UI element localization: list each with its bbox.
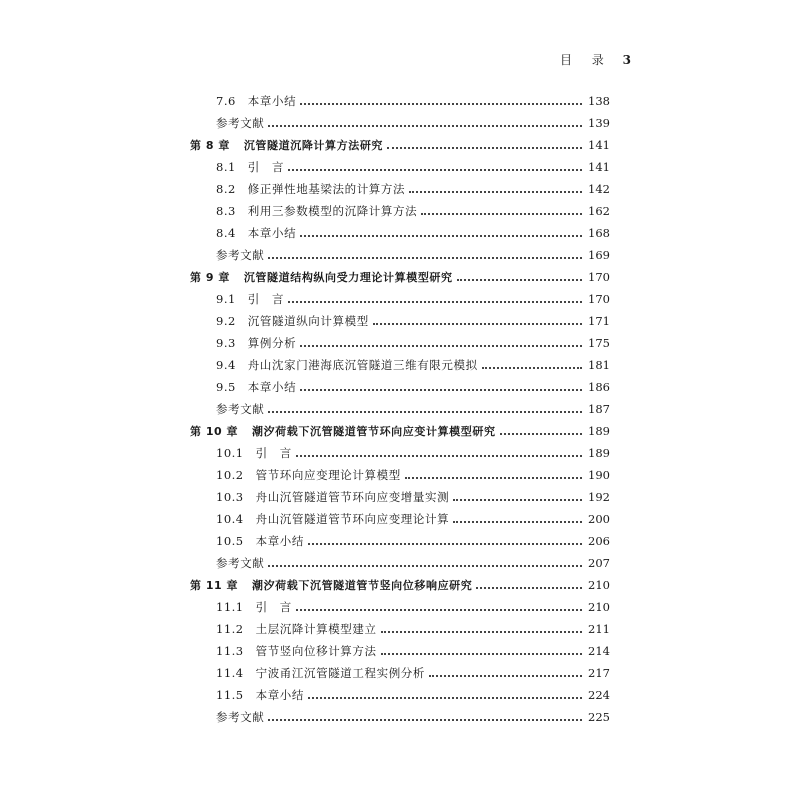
toc-entry-number: 7.6: [216, 94, 236, 108]
toc-entry-number: 9.3: [216, 336, 236, 350]
toc-chapter-entry[interactable]: [190, 266, 610, 288]
toc-entry-page: 142: [588, 182, 610, 196]
toc-entry-title: 舟山沉管隧道管节环向应变增量实测: [255, 490, 450, 504]
dot-leader: [268, 718, 582, 721]
dot-leader: [409, 190, 582, 193]
toc-entry-title: 参考文献: [216, 402, 265, 416]
toc-section-entry[interactable]: [190, 244, 610, 266]
dot-leader: [300, 388, 582, 391]
toc-entry-title: 沉管隧道结构纵向受力理论计算模型研究: [243, 271, 453, 284]
toc-entry-page: 175: [588, 336, 610, 350]
toc-section-entry[interactable]: [190, 200, 610, 222]
toc-section-entry[interactable]: [190, 662, 610, 684]
dot-leader: [296, 454, 582, 457]
toc-chapter-entry[interactable]: [190, 134, 610, 156]
toc-entry-title: 本章小结: [255, 688, 305, 702]
toc-entry-page: 189: [588, 446, 610, 460]
toc-entry-number: 11.4: [216, 666, 244, 680]
toc-entry-page: 170: [588, 270, 610, 284]
toc-section-entry[interactable]: [190, 640, 610, 662]
toc-section-entry[interactable]: [190, 288, 610, 310]
toc-section-entry[interactable]: [190, 442, 610, 464]
dot-leader: [288, 168, 582, 171]
toc-entry-title: 管节环向应变理论计算模型: [255, 468, 401, 482]
toc-section-entry[interactable]: [190, 156, 610, 178]
toc-entry-number: 11.2: [216, 622, 244, 636]
toc-entry-number: 第 8 章: [190, 139, 230, 152]
toc-section-entry[interactable]: [190, 552, 610, 574]
running-head-page-number: 3: [622, 53, 632, 67]
toc-section-entry[interactable]: [190, 310, 610, 332]
toc-entry-title: 舟山沉管隧道管节环向应变理论计算: [255, 512, 450, 526]
toc-entry-title: 引 言: [255, 446, 292, 460]
toc-entry-title: 本章小结: [247, 94, 297, 108]
toc-section-entry[interactable]: [190, 508, 610, 530]
toc-entry-title: 沉管隧道纵向计算模型: [247, 314, 369, 328]
toc-entry-page: 200: [588, 512, 610, 526]
running-head: [560, 51, 632, 68]
dot-leader: [308, 542, 582, 545]
toc-section-entry[interactable]: [190, 464, 610, 486]
toc-entry-number: 8.1: [216, 160, 236, 174]
toc-entry-number: 8.4: [216, 226, 236, 240]
toc-entry-title: 参考文献: [216, 116, 265, 130]
toc-entry-page: 141: [588, 138, 610, 152]
toc-entry-number: 第 9 章: [190, 271, 230, 284]
dot-leader: [268, 564, 582, 567]
toc-entry-title: 引 言: [247, 160, 285, 174]
toc-entry-title: 土层沉降计算模型建立: [255, 622, 377, 636]
toc-entry-page: 162: [588, 204, 610, 218]
toc-entry-page: 210: [588, 600, 610, 614]
dot-leader: [457, 278, 582, 281]
toc-entry-title: 宁波甬江沉管隧道工程实例分析: [255, 666, 426, 680]
toc-section-entry[interactable]: [190, 684, 610, 706]
toc-entry-page: 214: [588, 644, 610, 658]
toc-entry-title: 管节竖向位移计算方法: [255, 644, 377, 658]
toc-entry-page: 211: [588, 622, 610, 636]
dot-leader: [381, 630, 582, 633]
toc-entry-title: 引 言: [247, 292, 285, 306]
dot-leader: [429, 674, 582, 677]
toc-entry-page: 210: [588, 578, 610, 592]
table-of-contents: [190, 90, 610, 728]
toc-entry-page: 207: [588, 556, 610, 570]
toc-section-entry[interactable]: [190, 530, 610, 552]
toc-section-entry[interactable]: [190, 112, 610, 134]
toc-entry-title: 利用三参数模型的沉降计算方法: [247, 204, 418, 218]
toc-entry-page: 181: [588, 358, 610, 372]
dot-leader: [300, 344, 582, 347]
toc-entry-number: 9.2: [216, 314, 236, 328]
toc-entry-number: 11.1: [216, 600, 244, 614]
toc-entry-number: 10.5: [216, 534, 244, 548]
toc-entry-page: 138: [588, 94, 610, 108]
toc-entry-title: 引 言: [255, 600, 292, 614]
toc-entry-page: 206: [588, 534, 610, 548]
toc-entry-number: 10.1: [216, 446, 244, 460]
toc-section-entry[interactable]: [190, 222, 610, 244]
toc-entry-title: 本章小结: [247, 380, 297, 394]
toc-entry-page: 168: [588, 226, 610, 240]
dot-leader: [288, 300, 582, 303]
toc-entry-title: 潮汐荷载下沉管隧道管节环向应变计算模型研究: [251, 425, 496, 438]
toc-entry-number: 11.3: [216, 644, 244, 658]
toc-section-entry[interactable]: [190, 178, 610, 200]
dot-leader: [373, 322, 582, 325]
toc-entry-title: 修正弹性地基梁法的计算方法: [247, 182, 406, 196]
dot-leader: [381, 652, 582, 655]
dot-leader: [268, 124, 582, 127]
toc-entry-page: 171: [588, 314, 610, 328]
toc-entry-page: 141: [588, 160, 610, 174]
toc-entry-title: 算例分析: [247, 336, 297, 350]
toc-section-entry[interactable]: [190, 398, 610, 420]
toc-entry-number: 10.4: [216, 512, 244, 526]
toc-section-entry[interactable]: [190, 618, 610, 640]
toc-entry-number: 9.4: [216, 358, 236, 372]
toc-entry-title: 参考文献: [216, 556, 265, 570]
dot-leader: [453, 520, 582, 523]
dot-leader: [308, 696, 582, 699]
dot-leader: [421, 212, 582, 215]
dot-leader: [476, 586, 582, 589]
toc-entry-number: 8.3: [216, 204, 236, 218]
toc-entry-page: 190: [588, 468, 610, 482]
dot-leader: [300, 102, 582, 105]
dot-leader: [387, 146, 582, 149]
toc-entry-page: 189: [588, 424, 610, 438]
toc-section-entry[interactable]: [190, 706, 610, 728]
dot-leader: [500, 432, 582, 435]
toc-entry-number: 8.2: [216, 182, 236, 196]
toc-entry-page: 225: [588, 710, 610, 724]
dot-leader: [296, 608, 582, 611]
dot-leader: [300, 234, 582, 237]
toc-entry-number: 第 11 章: [190, 579, 238, 592]
toc-entry-title: 本章小结: [247, 226, 297, 240]
dot-leader: [482, 366, 582, 369]
toc-entry-number: 10.3: [216, 490, 244, 504]
toc-chapter-entry[interactable]: [190, 420, 610, 442]
toc-section-entry[interactable]: [190, 486, 610, 508]
running-head-title: 目 录: [559, 53, 612, 67]
toc-entry-number: 9.5: [216, 380, 236, 394]
toc-section-entry[interactable]: [190, 596, 610, 618]
toc-entry-title: 舟山沈家门港海底沉管隧道三维有限元模拟: [247, 358, 478, 372]
toc-entry-page: 224: [588, 688, 610, 702]
toc-entry-title: 参考文献: [216, 710, 265, 724]
toc-entry-page: 192: [588, 490, 610, 504]
toc-entry-page: 139: [588, 116, 610, 130]
toc-entry-page: 170: [588, 292, 610, 306]
toc-section-entry[interactable]: [190, 90, 610, 112]
dot-leader: [268, 256, 582, 259]
toc-entry-number: 11.5: [216, 688, 244, 702]
toc-entry-page: 186: [588, 380, 610, 394]
toc-entry-number: 第 10 章: [190, 425, 238, 438]
toc-entry-number: 10.2: [216, 468, 244, 482]
toc-section-entry[interactable]: [190, 332, 610, 354]
dot-leader: [405, 476, 582, 479]
toc-entry-title: 潮汐荷载下沉管隧道管节竖向位移响应研究: [251, 579, 473, 592]
toc-entry-page: 169: [588, 248, 610, 262]
dot-leader: [453, 498, 582, 501]
toc-entry-title: 本章小结: [255, 534, 305, 548]
toc-entry-page: 217: [588, 666, 610, 680]
toc-entry-title: 沉管隧道沉降计算方法研究: [243, 139, 384, 152]
toc-section-entry[interactable]: [190, 354, 610, 376]
toc-chapter-entry[interactable]: [190, 574, 610, 596]
toc-entry-number: 9.1: [216, 292, 236, 306]
dot-leader: [268, 410, 582, 413]
toc-section-entry[interactable]: [190, 376, 610, 398]
toc-entry-page: 187: [588, 402, 610, 416]
toc-entry-title: 参考文献: [216, 248, 265, 262]
